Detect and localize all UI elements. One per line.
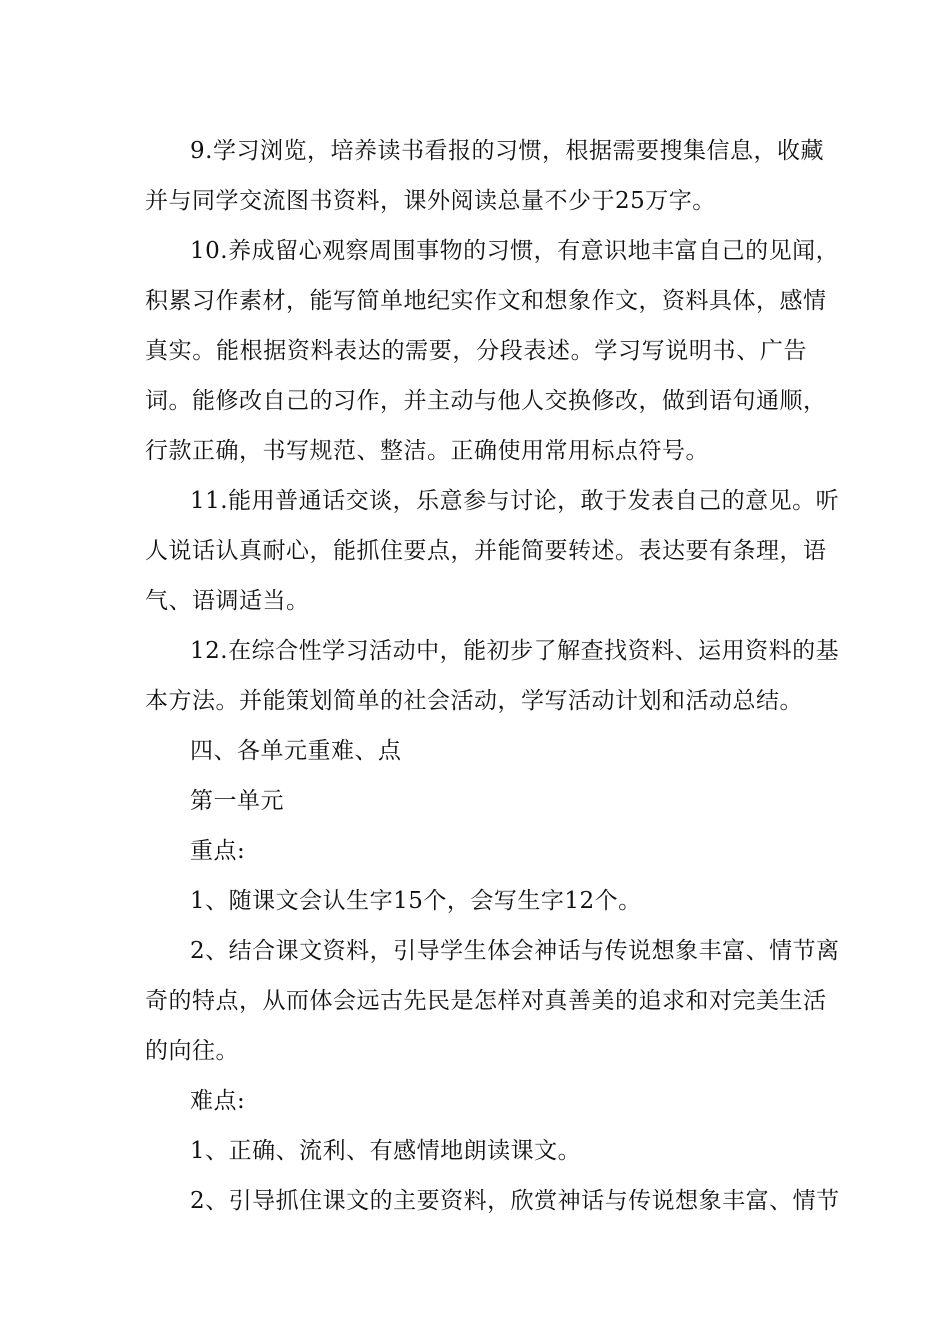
- unit-heading: 第一单元: [190, 788, 284, 814]
- difficulty-2-line-1: 2、引导抓住课文的主要资料，欣赏神话与传说想象丰富、情节: [190, 1188, 840, 1214]
- paragraph-10-line-3: 真实。能根据资料表达的需要，分段表述。学习写说明书、广告: [145, 338, 807, 364]
- difficulty-1: 1、正确、流利、有感情地朗读课文。: [190, 1138, 582, 1164]
- paragraph-10-line-2: 积累习作素材，能写简单地纪实作文和想象作文，资料具体，感情: [145, 288, 827, 314]
- paragraph-11-line-2: 人说话认真耐心，能抓住要点，并能简要转述。表达要有条理，语: [145, 538, 827, 564]
- paragraph-9-line-2: 并与同学交流图书资料，课外阅读总量不少于25万字。: [145, 188, 716, 214]
- section-heading: 四、各单元重难、点: [190, 738, 402, 764]
- paragraph-12-line-1: 12.在综合性学习活动中，能初步了解查找资料、运用资料的基: [190, 638, 840, 664]
- key-point-2-line-3: 的向往。: [145, 1038, 239, 1064]
- difficulties-heading: 难点:: [190, 1088, 246, 1114]
- key-point-2-line-2: 奇的特点，从而体会远古先民是怎样对真善美的追求和对完美生活: [145, 988, 827, 1014]
- paragraph-10-line-1: 10.养成留心观察周围事物的习惯，有意识地丰富自己的见闻，: [190, 238, 840, 264]
- key-points-heading: 重点:: [190, 838, 246, 864]
- paragraph-11-line-3: 气、语调适当。: [145, 588, 310, 614]
- paragraph-10-line-4: 词。能修改自己的习作，并主动与他人交换修改，做到语句通顺，: [145, 388, 827, 414]
- key-point-1: 1、随课文会认生字15个，会写生字12个。: [190, 888, 642, 914]
- paragraph-10-line-5: 行款正确，书写规范、整洁。正确使用常用标点符号。: [145, 438, 709, 464]
- paragraph-12-line-2: 本方法。并能策划简单的社会活动，学写活动计划和活动总结。: [145, 688, 803, 714]
- key-point-2-line-1: 2、结合课文资料，引导学生体会神话与传说想象丰富、情节离: [190, 938, 840, 964]
- paragraph-11-line-1: 11.能用普通话交谈，乐意参与讨论，敢于发表自己的意见。听: [190, 488, 840, 514]
- paragraph-9-line-1: 9.学习浏览，培养读书看报的习惯，根据需要搜集信息，收藏: [190, 138, 824, 164]
